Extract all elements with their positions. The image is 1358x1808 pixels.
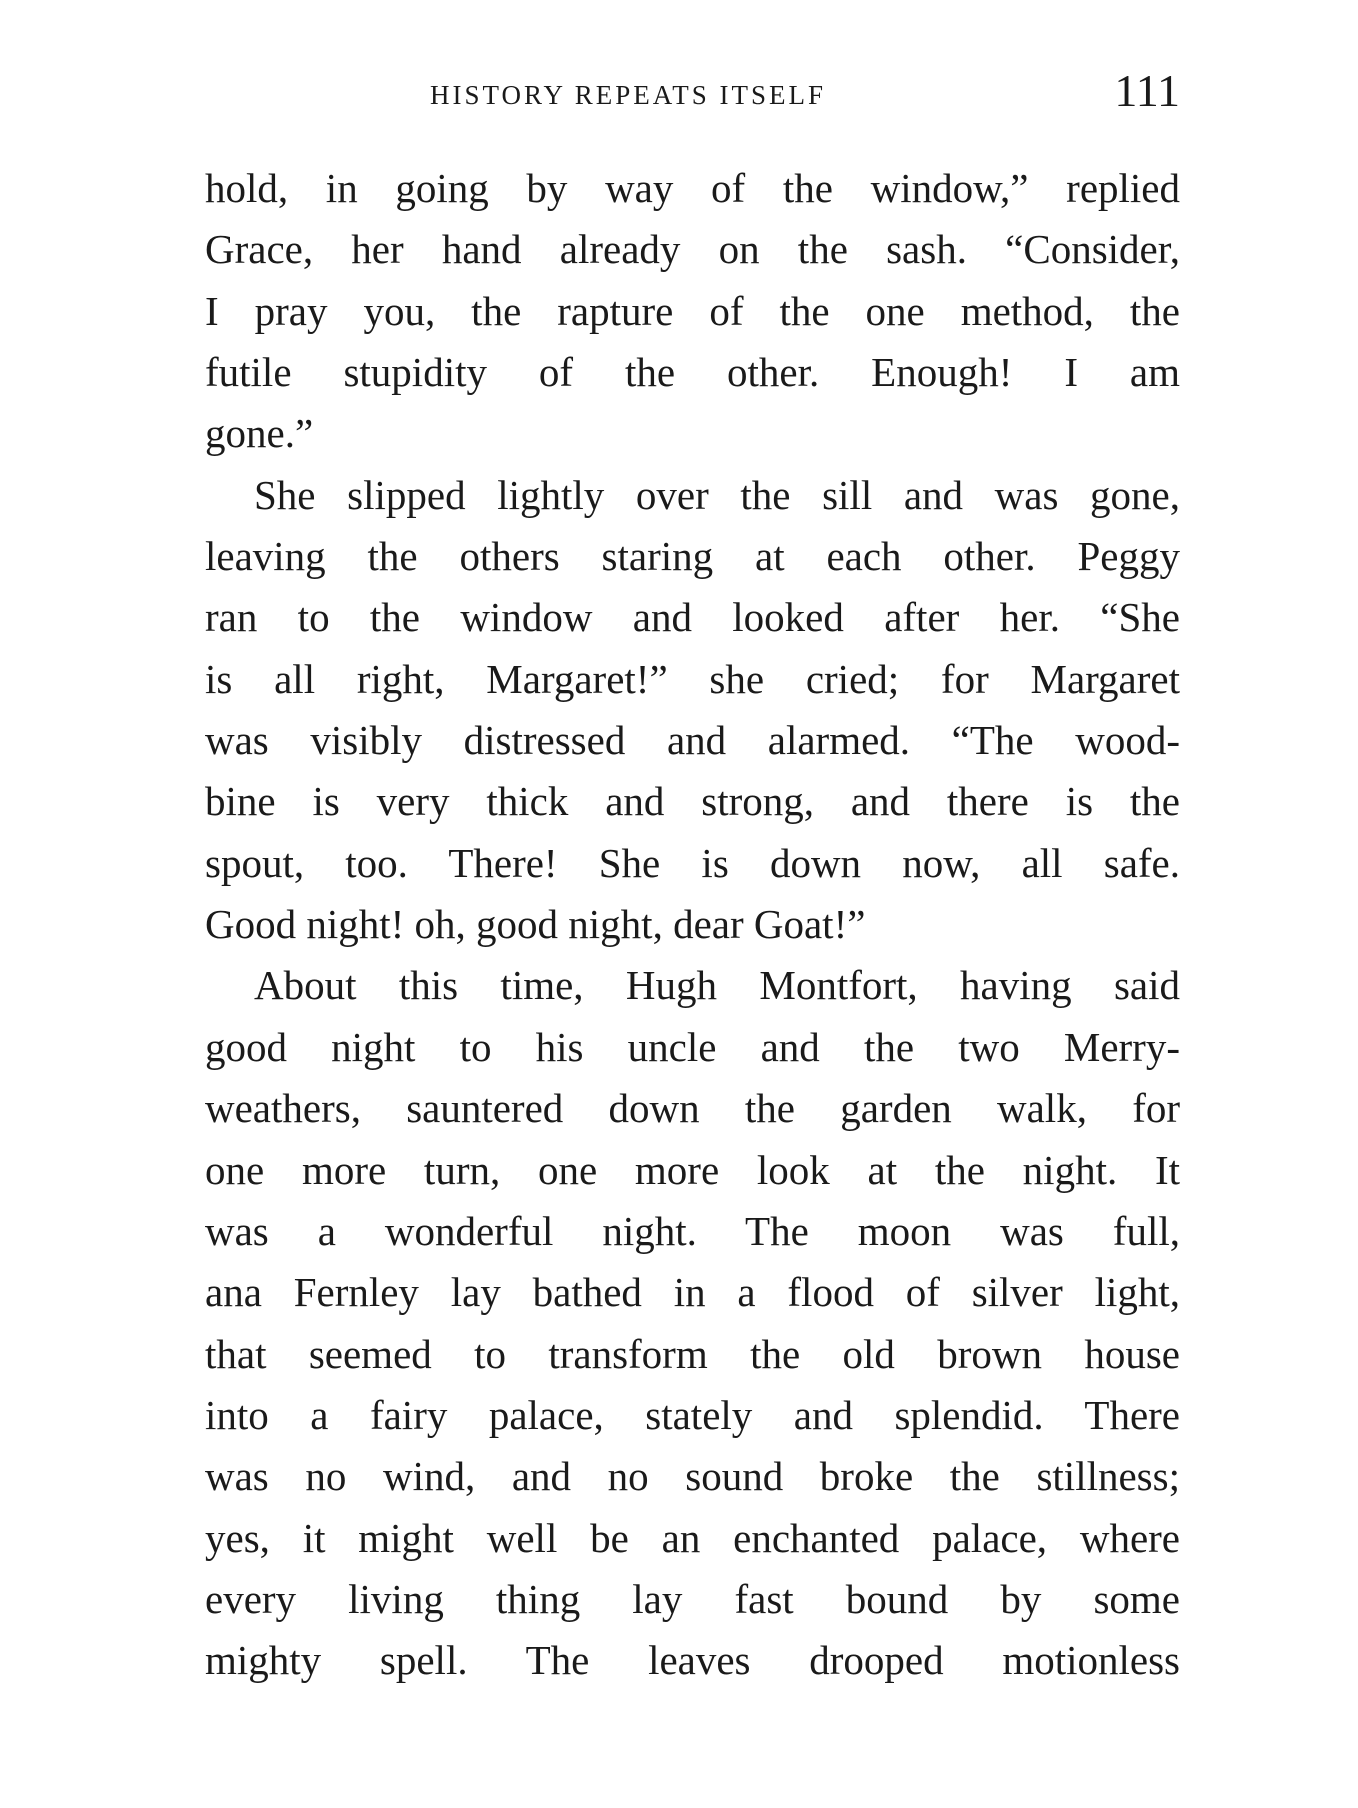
text-line: is all right, Margaret!” she cried; for Margaret	[205, 655, 1180, 702]
text-line: futile stupidity of the other. Enough! I am	[205, 349, 1180, 396]
running-title: HISTORY REPEATS ITSELF	[430, 80, 827, 110]
text-line: was visibly distressed and alarmed. “The wood-	[205, 717, 1180, 764]
text-line: was no wind, and no sound broke the stillness;	[205, 1453, 1180, 1500]
text-line: I pray you, the rapture of the one method, the	[205, 287, 1180, 334]
text-line: ana Fernley lay bathed in a flood of silver light,	[205, 1269, 1180, 1316]
text-line: every living thing lay fast bound by some	[205, 1575, 1180, 1622]
text-line: that seemed to transform the old brown house	[205, 1330, 1180, 1377]
running-head	[205, 66, 1180, 126]
text-line: ran to the window and looked after her. “She	[205, 594, 1180, 641]
body-text	[205, 158, 1180, 1692]
text-line: into a fairy palace, stately and splendid. There	[205, 1391, 1180, 1438]
text-line: weathers, sauntered down the garden walk, for	[205, 1085, 1180, 1132]
text-line: one more turn, one more look at the night. It	[205, 1146, 1180, 1193]
paragraph-3	[205, 955, 1180, 1691]
page-number: 111	[1114, 65, 1180, 116]
text-line: mighty spell. The leaves drooped motionless	[205, 1637, 1180, 1684]
text-line: bine is very thick and strong, and there is the	[205, 778, 1180, 825]
text-line: was a wonderful night. The moon was full,	[205, 1207, 1180, 1254]
text-line: Grace, her hand already on the sash. “Consider,	[205, 226, 1180, 273]
text-line: She slipped lightly over the sill and was gone,	[254, 471, 1180, 518]
paragraph-2	[205, 465, 1180, 956]
text-line: leaving the others staring at each other. Peggy	[205, 533, 1180, 580]
text-line: Good night! oh, good night, dear Goat!”	[205, 901, 866, 948]
text-line: About this time, Hugh Montfort, having said	[254, 962, 1180, 1009]
text-line: gone.”	[205, 410, 314, 457]
paragraph-1	[205, 158, 1180, 465]
text-line: hold, in going by way of the window,” replied	[205, 165, 1180, 211]
text-line: spout, too. There! She is down now, all safe.	[205, 839, 1180, 886]
text-line: good night to his uncle and the two Merry-	[205, 1023, 1180, 1070]
text-line: yes, it might well be an enchanted palace, where	[205, 1514, 1180, 1561]
